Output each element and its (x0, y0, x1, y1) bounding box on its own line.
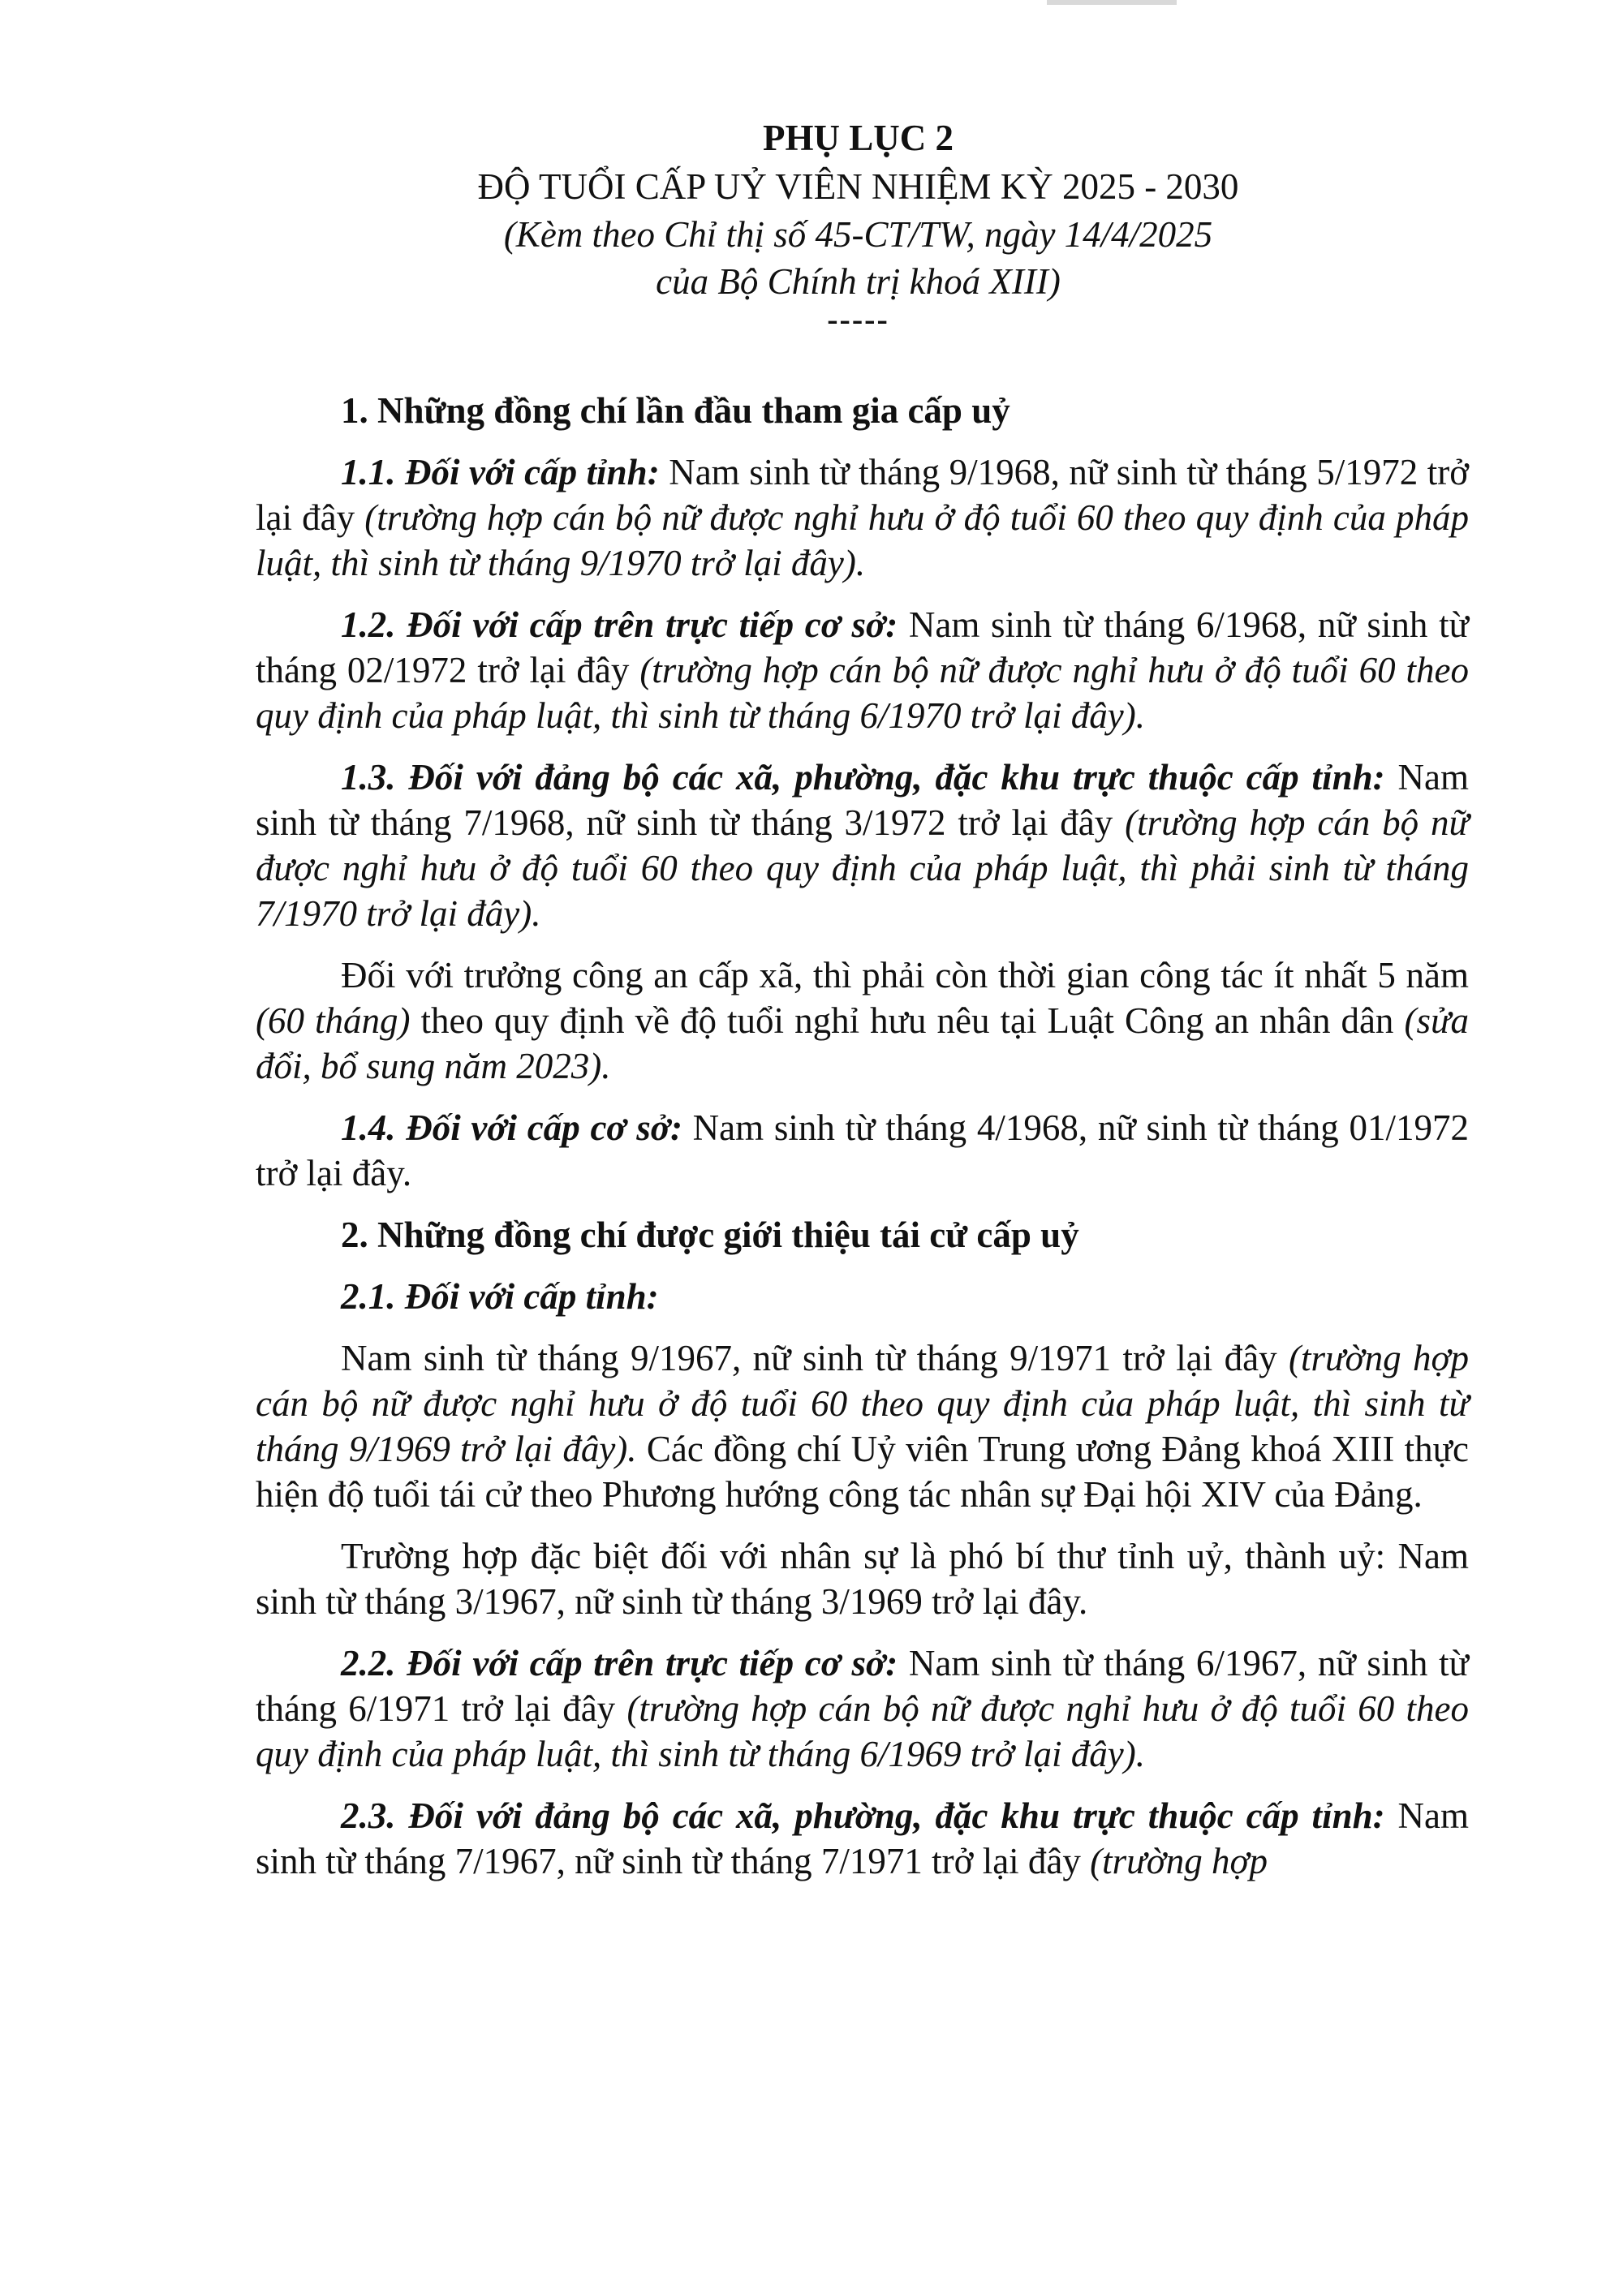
paragraph-text: Nam sinh từ tháng 4/1968, nữ sinh từ tháng 01/1972 trở lại đây. (256, 1107, 1469, 1193)
paragraph-text: Nam sinh từ tháng 9/1967, nữ sinh từ tháng 9/1971 trở lại đây (341, 1338, 1289, 1378)
paragraph-note: (trường hợp cán bộ nữ được nghỉ hưu ở độ tuổi 60 theo quy định của pháp luật, thì phải sinh từ tháng 7/1970 trở lại đây). (256, 802, 1469, 934)
paragraph-note: (trường hợp cán bộ nữ được nghỉ hưu ở độ tuổi 60 theo quy định của pháp luật, thì sinh từ tháng 6/1969 trở lại đây). (256, 1688, 1470, 1774)
paragraph-text: Nam sinh từ tháng 7/1968, nữ sinh từ tháng 3/1972 trở lại đây (256, 757, 1469, 843)
paragraph-note: (trường hợp cán bộ nữ được nghỉ hưu ở độ tuổi 60 theo quy định của pháp luật, thì sinh từ tháng 9/1969 trở lại đây). (256, 1338, 1470, 1469)
paragraph-text: Nam sinh từ tháng 7/1967, nữ sinh từ tháng 7/1971 trở lại đây (256, 1795, 1469, 1881)
paragraph-text: Nam sinh từ tháng 6/1968, nữ sinh từ tháng 02/1972 trở lại đây (256, 604, 1469, 690)
paragraph-text: theo quy định về độ tuổi nghỉ hưu nêu tại Luật Công an nhân dân (410, 1000, 1405, 1041)
paragraph-note: (sửa đổi, bổ sung năm 2023). (256, 1000, 1469, 1086)
paragraph-label: 2.2. Đối với cấp trên trực tiếp cơ sở: (341, 1643, 898, 1683)
appendix-title: PHỤ LỤC 2 (763, 118, 954, 158)
paragraph-note: (60 tháng) (256, 1000, 411, 1041)
paragraph-note: (trường hợp cán bộ nữ được nghỉ hưu ở độ tuổi 60 theo quy định của pháp luật, thì sinh từ tháng 6/1970 trở lại đây). (256, 650, 1469, 736)
paragraph-2-2 (256, 1640, 1469, 1777)
document-header (248, 114, 1469, 338)
reference-line-2: của Bộ Chính trị khoá XIII) (656, 261, 1061, 302)
section-1-heading: 1. Những đồng chí lần đầu tham gia cấp uỷ (341, 390, 1010, 431)
paragraph-2-1-special: Trường hợp đặc biệt đối với nhân sự là phó bí thư tỉnh uỷ, thành uỷ: Nam sinh từ tháng 3/1967, nữ sinh từ tháng 3/1969 trở lại đây. (256, 1536, 1469, 1622)
reference-line-1: (Kèm theo Chỉ thị số 45-CT/TW, ngày 14/4/2025 (503, 214, 1213, 255)
paragraph-1-3-police (256, 952, 1469, 1089)
paragraph-text: Nam sinh từ tháng 6/1967, nữ sinh từ tháng 6/1971 trở lại đây (256, 1643, 1469, 1729)
paragraph-1-4 (256, 1105, 1469, 1196)
paragraph-1-1 (256, 449, 1469, 586)
paragraph-2-1-label: 2.1. Đối với cấp tỉnh: (341, 1276, 659, 1317)
separator: ----- (827, 301, 889, 338)
document-body (256, 388, 1469, 1884)
paragraph-label: 1.3. Đối với đảng bộ các xã, phường, đặc khu trực thuộc cấp tỉnh: (341, 757, 1385, 798)
paragraph-label: 1.2. Đối với cấp trên trực tiếp cơ sở: (341, 604, 898, 645)
paragraph-label: 1.1. Đối với cấp tỉnh: (341, 452, 660, 492)
section-2-heading: 2. Những đồng chí được giới thiệu tái cử cấp uỷ (341, 1215, 1079, 1255)
paragraph-note: (trường hợp cán bộ nữ được nghỉ hưu ở độ tuổi 60 theo quy định của pháp luật, thì sinh từ tháng 9/1970 trở lại đây). (256, 497, 1470, 583)
paragraph-text: Các đồng chí Uỷ viên Trung ương Đảng khoá XIII thực hiện độ tuổi tái cử theo Phương hướng công tác nhân sự Đại hội XIV của Đảng. (256, 1429, 1470, 1515)
paragraph-label: 2.3. Đối với đảng bộ các xã, phường, đặc khu trực thuộc cấp tỉnh: (341, 1795, 1385, 1836)
paragraph-text: Nam sinh từ tháng 9/1968, nữ sinh từ tháng 5/1972 trở lại đây (256, 452, 1470, 538)
paragraph-2-3 (256, 1793, 1469, 1884)
paragraph-text: Đối với trưởng công an cấp xã, thì phải còn thời gian công tác ít nhất 5 năm (341, 955, 1469, 995)
appendix-subtitle: ĐỘ TUỔI CẤP UỶ VIÊN NHIỆM KỲ 2025 - 2030 (477, 166, 1239, 207)
paragraph-1-2 (256, 602, 1469, 738)
paragraph-note: (trường hợp (1090, 1841, 1268, 1881)
paragraph-2-1 (256, 1335, 1469, 1517)
paragraph-1-3 (256, 755, 1469, 936)
paragraph-label: 1.4. Đối với cấp cơ sở: (341, 1107, 682, 1148)
